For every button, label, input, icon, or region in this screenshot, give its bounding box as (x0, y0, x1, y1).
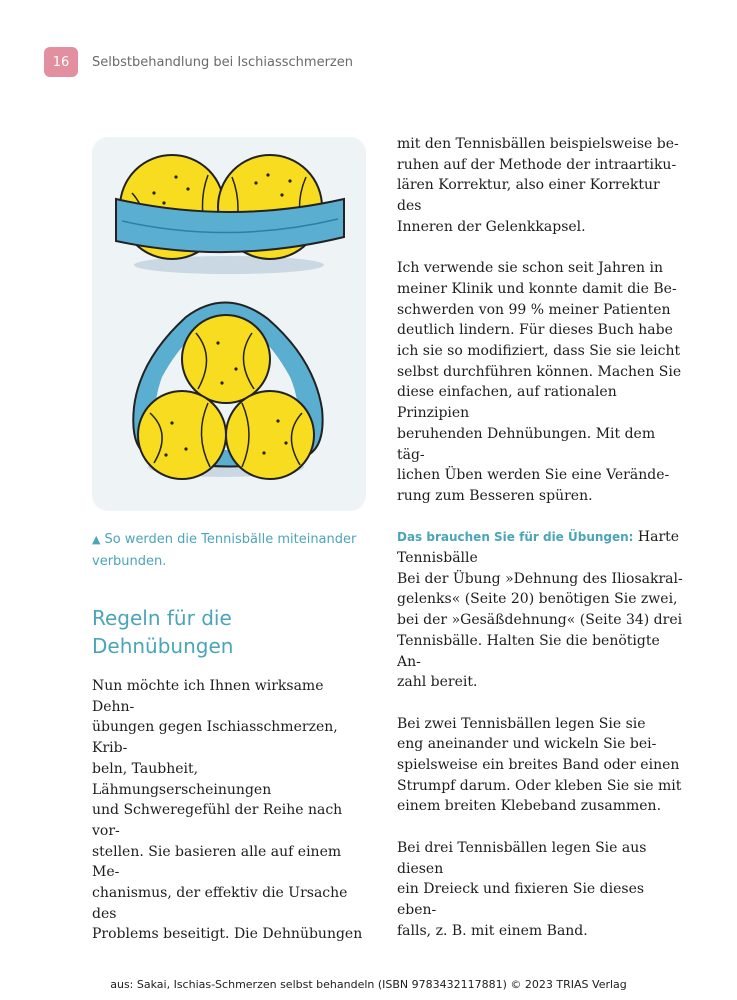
paragraph: Ich verwende sie schon seit Jahren in meiner Klinik und konnte damit die Be- schwerden von 99 % meiner Patienten deutlich lindern. Für dieses Buch habe ich sie so modifiziert, dass Sie sie leicht selbst durchführen können. Machen Sie diese einfachen, auf rationalen Prinzipien beruhenden Dehnübungen. Mit dem täg- lichen Üben werden Sie eine Verände- rung zum Besseren spüren. (397, 260, 682, 504)
page-header (44, 47, 353, 77)
paragraph: Nun möchte ich Ihnen wirksame Dehn- übungen gegen Ischiasschmerzen, Krib- beln, Taubheit, Lähmungserscheinungen und Schweregefühl der Reihe nach vor- stellen. Sie basieren alle auf einem Me- chanismus, der effektiv die Ursache des Problems beseitigt. Die Dehnübungen (92, 678, 363, 943)
running-title: Selbstbehandlung bei Ischiasschmerzen (92, 54, 353, 70)
right-column (397, 134, 687, 962)
tennis-balls-drawing (92, 137, 366, 511)
figure-caption (92, 529, 367, 573)
caption-text: So werden die Tennisbälle miteinander verbunden. (92, 532, 357, 569)
footer-source: aus: Sakai, Ischias-Schmerzen selbst behandeln (ISBN 9783432117881) © 2023 TRIAS Verlag (110, 978, 627, 991)
arrow-up-icon: ▲ (92, 533, 101, 546)
paragraph: Bei drei Tennisbällen legen Sie aus diesen ein Dreieck und fixieren Sie dieses eben- falls, z. B. mit einem Band. (397, 839, 647, 939)
section-heading: Regeln für die Dehnübungen (92, 606, 234, 658)
paragraph: mit den Tennisbällen beispielsweise be- ruhen auf der Methode der intraartiku- lären Korrektur, also einer Korrektur des Inneren der Gelenkkapsel. (397, 136, 679, 235)
paragraph: Bei zwei Tennisbällen legen Sie sie eng aneinander und wickeln Sie bei- spielsweise ein breites Band oder einen Strumpf darum. Oder kleben Sie sie mit einem breiten Klebeband zusammen. (397, 715, 682, 815)
materials-text: Harte Tennisbälle Bei der Übung »Dehnung des Iliosakral- gelenks« (Seite 20) benötigen Sie zwei, bei der »Gesäßdehnung« (Seite 34) drei Tennisbälle. Halten Sie die benötigte An- zahl bereit. (397, 529, 683, 691)
two-balls-wrapped (116, 155, 344, 259)
three-balls-wrapped (133, 302, 322, 479)
left-column (92, 676, 368, 966)
tennis-balls-illustration (92, 137, 366, 511)
page-number-badge: 16 (44, 47, 78, 77)
materials-paragraph (397, 527, 687, 693)
materials-lead: Das brauchen Sie für die Übungen: (397, 530, 634, 545)
